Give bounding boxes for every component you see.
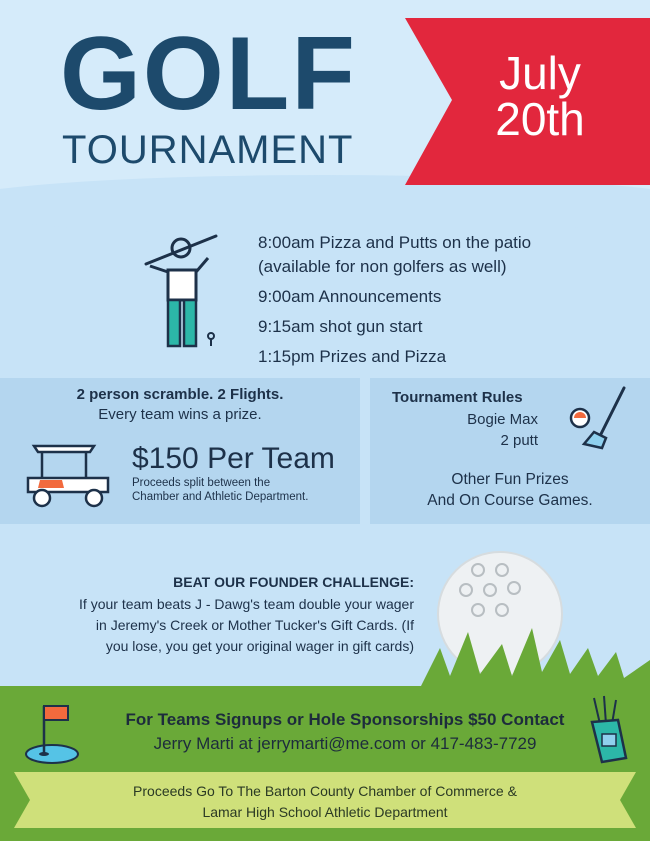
golfer-icon <box>138 228 228 353</box>
event-date <box>470 47 610 145</box>
rule-item: 2 putt <box>500 432 538 449</box>
other-prizes-line: And On Course Games. <box>427 492 593 509</box>
rules-heading: Tournament Rules <box>392 389 523 406</box>
golf-cart-icon <box>24 440 112 512</box>
schedule-item: 9:00am Announcements <box>258 287 442 306</box>
proceeds-line: Lamar High School Athletic Department <box>202 804 448 820</box>
price-note-line: Chamber and Athletic Department. <box>132 491 309 503</box>
title-tournament: TOURNAMENT <box>62 128 354 172</box>
schedule-item-note: (available for non golfers as well) <box>258 257 507 276</box>
contact-heading: For Teams Signups or Hole Sponsorships $50 Contact <box>125 710 565 729</box>
rule-item: Bogie Max <box>467 411 538 428</box>
challenge-line: If your team beats J - Dawg's team double your wager <box>79 596 414 612</box>
schedule-item: 1:15pm Prizes and Pizza <box>258 347 447 366</box>
date-month: July <box>499 47 581 99</box>
other-prizes-line: Other Fun Prizes <box>451 471 569 488</box>
challenge-line: you lose, you get your original wager in gift cards) <box>105 638 414 654</box>
contact-details: Jerry Marti at jerrymarti@me.com or 417-483-7729 <box>153 734 537 753</box>
price-note <box>132 476 308 504</box>
format-subheading: Every team wins a prize. <box>98 406 262 423</box>
title-golf: GOLF <box>60 16 357 132</box>
team-price: $150 Per Team <box>132 442 335 475</box>
hole-flag-icon <box>22 700 82 766</box>
golf-ball-icon <box>420 548 650 688</box>
other-prizes <box>372 469 648 511</box>
challenge-line: in Jeremy's Creek or Mother Tucker's Gift Cards. (If <box>95 617 414 633</box>
schedule-item: 9:15am shot gun start <box>258 317 423 336</box>
proceeds-line: Proceeds Go To The Barton County Chamber of Commerce & <box>133 783 517 799</box>
date-day: 20th <box>495 93 585 145</box>
challenge-heading: BEAT OUR FOUNDER CHALLENGE: <box>173 574 414 590</box>
price-note-line: Proceeds split between the <box>132 477 271 489</box>
schedule-item-text: 8:00am Pizza and Putts on the patio <box>258 233 532 252</box>
golf-club-ball-icon <box>566 384 634 454</box>
proceeds-text <box>70 781 580 823</box>
golf-bag-icon <box>580 694 636 766</box>
schedule-item <box>258 232 531 278</box>
format-heading: 2 person scramble. 2 Flights. <box>76 386 284 403</box>
schedule-list <box>258 232 531 370</box>
challenge-body <box>0 594 414 657</box>
